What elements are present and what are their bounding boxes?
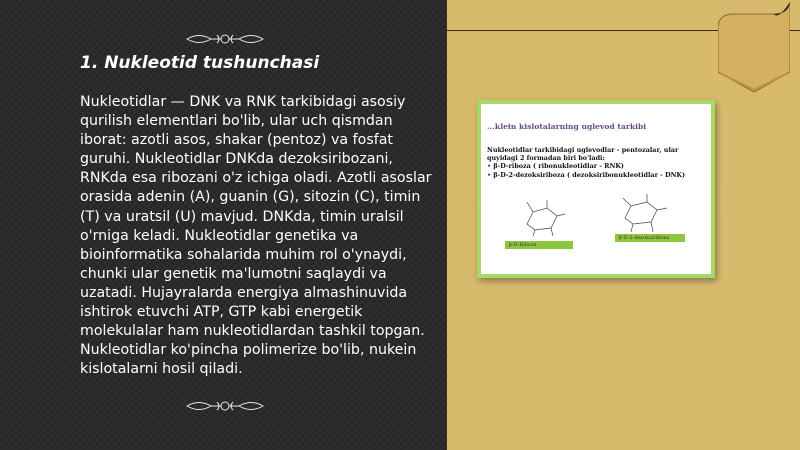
- panel-divider-line: [446, 0, 447, 450]
- ornament-divider-top: [185, 30, 265, 48]
- bookmark-ribbon-icon: [718, 0, 790, 100]
- image-intro-text: Nukleotidlar tarkibidagi uglevodlar - pentozalar, ular quyidagi 2 formadan biri bo'ladi:: [487, 146, 679, 162]
- slide-title: 1. Nukleotid tushunchasi: [80, 53, 320, 73]
- ornament-divider-bottom: [185, 397, 265, 415]
- label-deoxyribose: β-D-2-dezoksiriboza: [615, 234, 685, 242]
- image-bullet-ribose: • β-D-riboza ( ribonukleotidlar - RNK): [487, 162, 624, 170]
- embedded-slide-image: [477, 100, 715, 278]
- image-bullet-deoxyribose: • β-D-2-dezoksiriboza ( dezoksiribonukleotidlar - DNK): [487, 171, 685, 179]
- ribose-structure-diagram: [513, 196, 571, 238]
- label-ribose: β-D-Riboza: [505, 241, 573, 249]
- deoxyribose-structure-diagram: [611, 192, 673, 234]
- slide-body-text: Nukleotidlar — DNK va RNK tarkibidagi asosiy qurilish elementlari bo'lib, ular uch qismdan iborat: azotli asos, shakar (pentoz) va fosfat guruhi. Nukleotidlar DNKda dezoksiribozani, RNKda esa ribozani o'z ichiga oladi. Azotli asoslar orasida adenin (A), guanin (G), sitozin (C), timin (T) va uratsil (U) mavjud. DNKda, timin uralsil o'rniga keladi. Nukleotidlar genetika va bioinformatika sohalarida muhim rol o'ynaydi, chunki ular genetik ma'lumotni saqlaydi va uzatadi. Hujayralarda energiya almashinuvida ishtirok etuvchi ATP, GTP kabi energetik molekulalar ham nukleotidlardan tashkil topgan. Nukleotidlar ko'pincha polimerize bo'lib, nukein kislotalarni hosil qiladi.: [80, 94, 432, 378]
- image-title: ...klein kislotalarning uglevod tarkibi: [487, 122, 647, 131]
